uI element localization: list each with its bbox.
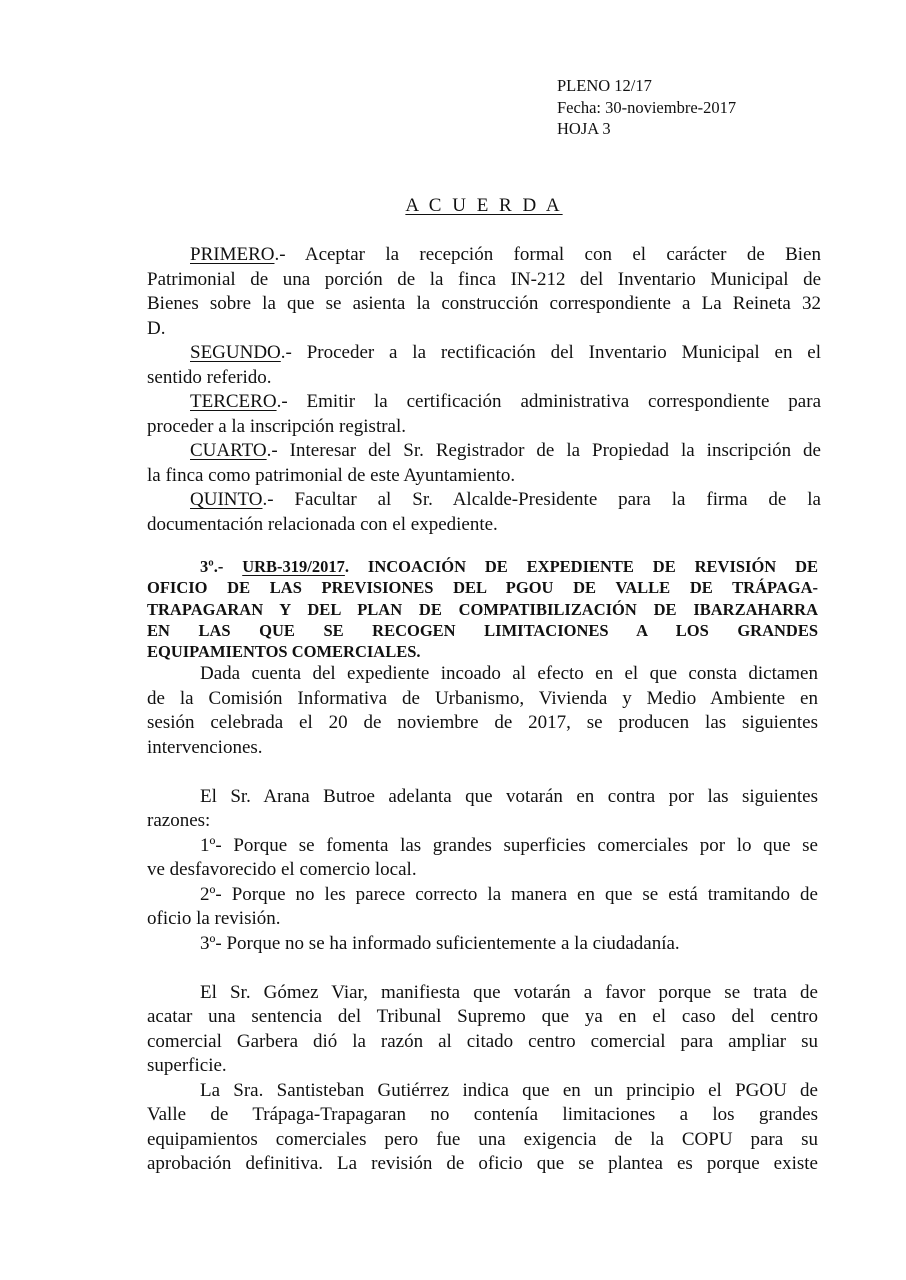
text-line: Patrimonial de una porción de la finca IN-212 del Inventario Municipal de bbox=[147, 268, 821, 290]
text-line: sesión celebrada el 20 de noviembre de 2017, se producen las siguientes bbox=[147, 712, 818, 734]
acuerda-label: TERCERO bbox=[190, 391, 277, 412]
acuerda-label: CUARTO bbox=[190, 440, 267, 461]
line-text: .- Emitir la certificación administrativa correspondiente para bbox=[276, 391, 821, 412]
line-text: .- Aceptar la recepción formal con el carácter de Bien bbox=[274, 244, 821, 265]
text-line: sentido referido. bbox=[147, 366, 272, 388]
text-line: D. bbox=[147, 317, 166, 339]
heading-line: OFICIO DE LAS PREVISIONES DEL PGOU DE VALLE DE TRÁPAGA- bbox=[147, 578, 818, 598]
paragraph bbox=[147, 883, 818, 932]
paragraph bbox=[147, 1079, 818, 1177]
header-fecha: Fecha: 30-noviembre-2017 bbox=[557, 97, 737, 117]
text-line: aprobación definitiva. La revisión de oficio que se plantea es porque existe bbox=[147, 1153, 818, 1175]
blank-line bbox=[147, 760, 821, 785]
acuerda-item bbox=[147, 243, 821, 341]
paragraph bbox=[147, 834, 818, 883]
acuerda-label: SEGUNDO bbox=[190, 342, 281, 363]
text-line: Dada cuenta del expediente incoado al efecto en el que consta dictamen bbox=[200, 663, 818, 685]
acuerda-title-text: A C U E R D A bbox=[405, 195, 563, 216]
text-line: superficie. bbox=[147, 1055, 227, 1077]
paragraph bbox=[147, 932, 818, 957]
acuerda-item bbox=[147, 341, 821, 390]
section-code: URB-319/2017 bbox=[242, 557, 345, 576]
text-line bbox=[147, 243, 821, 268]
section-heading bbox=[147, 556, 818, 662]
text-line: oficio la revisión. bbox=[147, 908, 281, 930]
heading-line bbox=[147, 556, 818, 577]
text-line: ve desfavorecido el comercio local. bbox=[147, 859, 417, 881]
acuerda-title bbox=[0, 195, 906, 217]
text-line bbox=[147, 341, 821, 366]
blank-line bbox=[147, 956, 821, 981]
text-line: proceder a la inscripción registral. bbox=[147, 415, 407, 437]
paragraph bbox=[147, 662, 818, 760]
text-line: intervenciones. bbox=[147, 736, 263, 758]
text-line: documentación relacionada con el expediente. bbox=[147, 513, 498, 535]
text-line bbox=[147, 488, 821, 513]
line-text: .- Facultar al Sr. Alcalde-Presidente para la firma de la bbox=[262, 489, 821, 510]
text-line: 3º- Porque no se ha informado suficientemente a la ciudadanía. bbox=[200, 932, 680, 954]
line-text: .- Proceder a la rectificación del Inventario Municipal en el bbox=[280, 342, 821, 363]
text-line: La Sra. Santisteban Gutiérrez indica que en un principio el PGOU de bbox=[200, 1079, 818, 1101]
text-line bbox=[147, 439, 821, 464]
heading-line: EN LAS QUE SE RECOGEN LIMITACIONES A LOS GRANDES bbox=[147, 620, 818, 640]
text-line: Bienes sobre la que se asienta la construcción correspondiente a La Reineta 32 bbox=[147, 293, 821, 314]
heading-line: EQUIPAMIENTOS COMERCIALES. bbox=[147, 642, 421, 662]
text-line: acatar una sentencia del Tribunal Supremo que ya en el caso del centro bbox=[147, 1006, 818, 1028]
acuerda-item bbox=[147, 439, 821, 488]
document-body bbox=[147, 243, 821, 1177]
text-line: de la Comisión Informativa de Urbanismo, Vivienda y Medio Ambiente en bbox=[147, 687, 818, 709]
header-hoja: HOJA 3 bbox=[557, 119, 611, 138]
text-line: 2º- Porque no les parece correcto la manera en que se está tramitando de bbox=[200, 883, 818, 905]
acuerda-label: PRIMERO bbox=[190, 244, 275, 265]
text-line: El Sr. Arana Butroe adelanta que votarán en contra por las siguientes bbox=[200, 785, 818, 807]
header-pleno: PLENO 12/17 bbox=[557, 76, 652, 95]
text-line: equipamientos comerciales pero fue una exigencia de la COPU para su bbox=[147, 1128, 818, 1150]
document-header bbox=[557, 75, 736, 140]
paragraph bbox=[147, 785, 818, 834]
text-line bbox=[147, 390, 821, 415]
acuerda-item bbox=[147, 390, 821, 439]
text-line: El Sr. Gómez Viar, manifiesta que votarán a favor porque se trata de bbox=[200, 981, 818, 1003]
paragraph bbox=[147, 981, 818, 1079]
text-line: Valle de Trápaga-Trapagaran no contenía limitaciones a los grandes bbox=[147, 1104, 818, 1126]
acuerda-item bbox=[147, 488, 821, 537]
text-line: 1º- Porque se fomenta las grandes superficies comerciales por lo que se bbox=[200, 834, 818, 856]
text-line: comercial Garbera dió la razón al citado centro comercial para ampliar su bbox=[147, 1030, 818, 1052]
heading-text: . INCOACIÓN DE EXPEDIENTE DE REVISIÓN DE bbox=[344, 557, 819, 576]
text-line: razones: bbox=[147, 810, 211, 832]
acuerda-label: QUINTO bbox=[190, 489, 263, 510]
text-line: la finca como patrimonial de este Ayuntamiento. bbox=[147, 464, 516, 486]
section-number: 3º.- bbox=[200, 557, 224, 576]
line-text: .- Interesar del Sr. Registrador de la Propiedad la inscripción de bbox=[266, 440, 821, 461]
heading-line: TRAPAGARAN Y DEL PLAN DE COMPATIBILIZACIÓN DE IBARZAHARRA bbox=[147, 599, 818, 619]
